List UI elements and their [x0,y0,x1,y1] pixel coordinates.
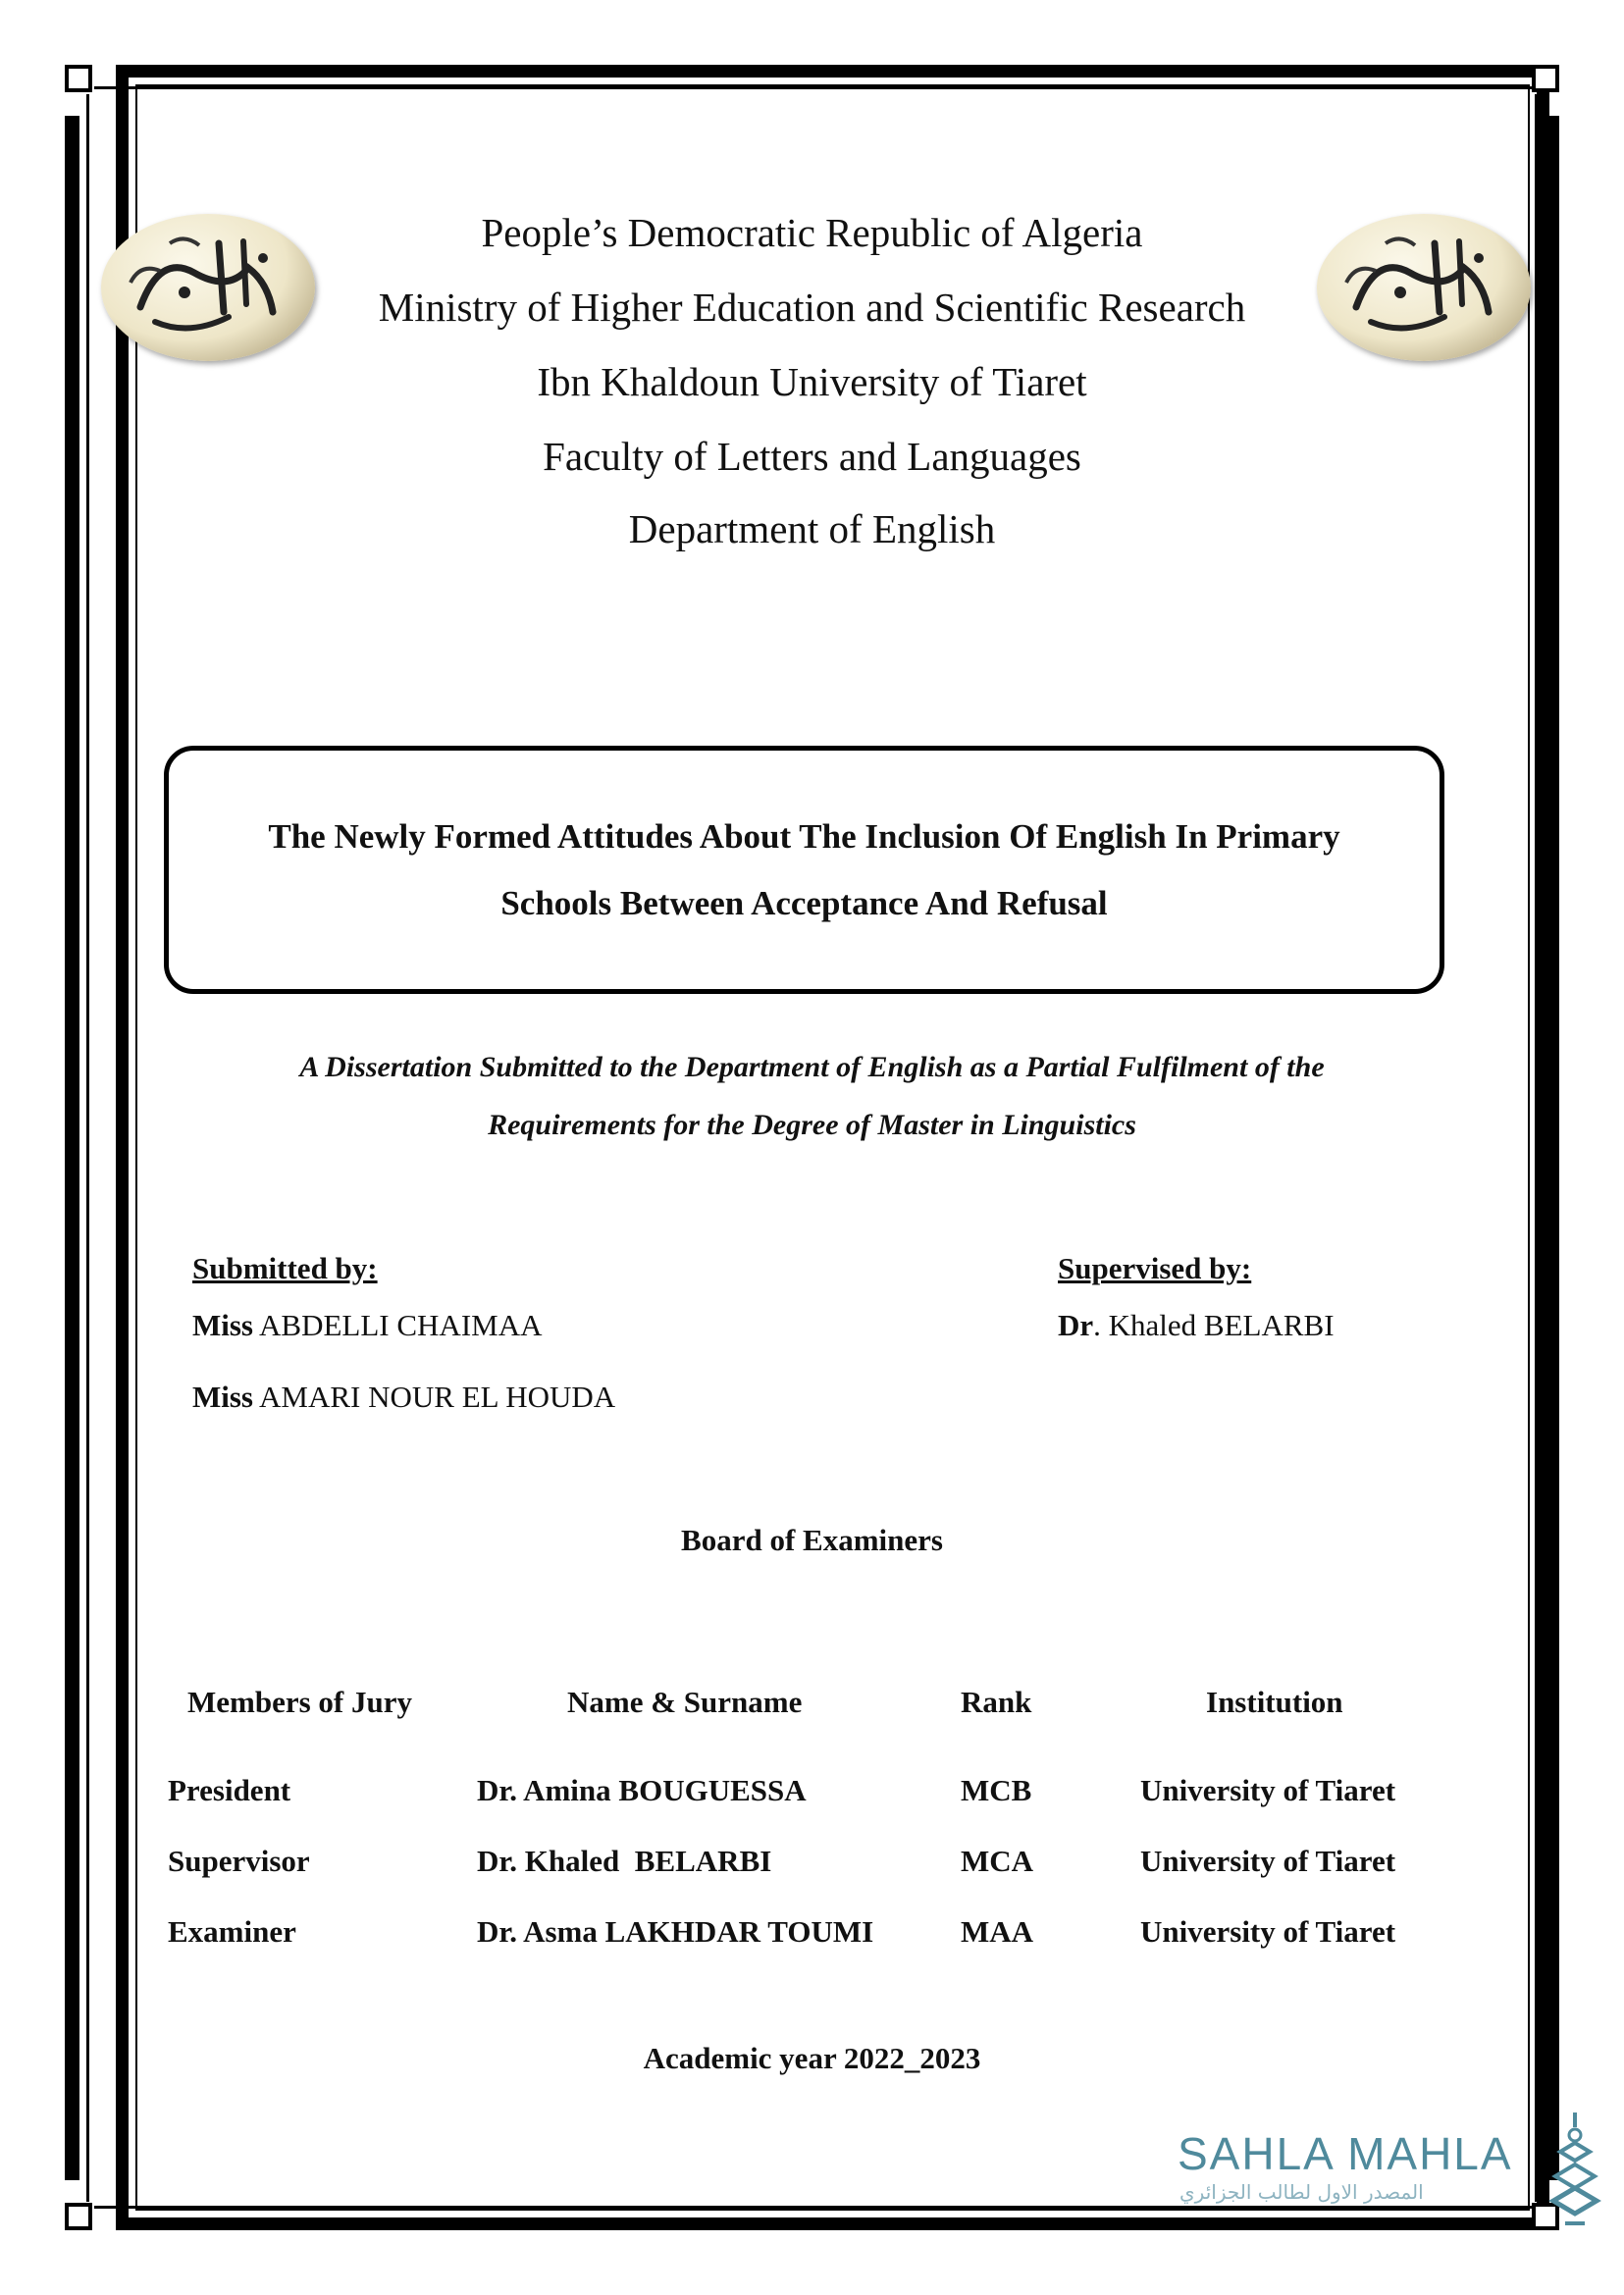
page-border-thin-bottom [94,2206,1537,2209]
academic-year: Academic year 2022_2023 [643,2041,981,2075]
dissertation-statement-line: A Dissertation Submitted to the Department of English as a Partial Fulfilment of the [299,1051,1325,1083]
student-name-text: ABDELLI CHAIMAA [253,1308,543,1342]
border-corner-top-left [65,65,92,92]
jury-header-rank: Rank [961,1685,1032,1719]
page-border-right-bar [1545,116,1559,2180]
thesis-title-line: Schools Between Acceptance And Refusal [500,883,1108,922]
supervisor-name-text: . Khaled BELARBI [1093,1308,1335,1342]
jury-institution: University of Tiaret [1140,1773,1396,1807]
submitted-by-label: Submitted by: [192,1251,378,1285]
jury-rank: MAA [961,1914,1034,1949]
supervised-by-label: Supervised by: [1058,1251,1252,1285]
header-department: Department of English [628,506,996,551]
dissertation-statement-line: Requirements for the Degree of Master in Linguistics [488,1109,1136,1141]
jury-role: President [168,1773,291,1807]
thesis-title-box [164,746,1444,994]
jury-institution: University of Tiaret [1140,1844,1396,1878]
supervisor-name [1058,1306,1335,1345]
watermark-subtext: المصدر الاول لطالب الجزائري [1179,2180,1424,2204]
student-name [192,1306,543,1345]
jury-role: Examiner [168,1914,296,1949]
header-ministry: Ministry of Higher Education and Scientific Research [378,285,1246,330]
jury-name: Dr. Amina BOUGUESSA [477,1773,807,1807]
page-border-thin-left [86,94,89,2202]
student-prefix: Miss [192,1380,253,1414]
student-name [192,1378,615,1417]
board-of-examiners-title: Board of Examiners [681,1523,943,1557]
sahla-mahla-logo-icon [1545,2108,1604,2235]
jury-institution: University of Tiaret [1140,1914,1396,1949]
header-republic: People’s Democratic Republic of Algeria [481,210,1143,255]
student-prefix: Miss [192,1308,253,1342]
jury-rank: MCB [961,1773,1032,1807]
jury-role: Supervisor [168,1844,310,1878]
supervisor-prefix: Dr [1058,1308,1094,1342]
jury-header-institution: Institution [1206,1685,1343,1719]
jury-rank: MCA [961,1844,1034,1878]
watermark-text: SAHLA MAHLA [1178,2128,1513,2179]
page-border-left-bar [65,116,79,2180]
header-university: Ibn Khaldoun University of Tiaret [537,359,1087,404]
jury-name: Dr. Khaled BELARBI [477,1844,772,1878]
student-name-text: AMARI NOUR EL HOUDA [253,1380,616,1414]
jury-header-members: Members of Jury [187,1685,412,1719]
border-corner-bottom-left [65,2203,92,2230]
page-border-thin-top [94,86,1537,89]
header-faculty: Faculty of Letters and Languages [543,434,1081,479]
thesis-title-line: The Newly Formed Attitudes About The Inclusion Of English In Primary [268,816,1340,856]
page-border-thin-right [1535,94,1538,2202]
jury-name: Dr. Asma LAKHDAR TOUMI [477,1914,874,1949]
border-corner-top-right [1532,65,1559,92]
jury-header-name: Name & Surname [567,1685,803,1719]
thesis-title [186,804,1423,937]
